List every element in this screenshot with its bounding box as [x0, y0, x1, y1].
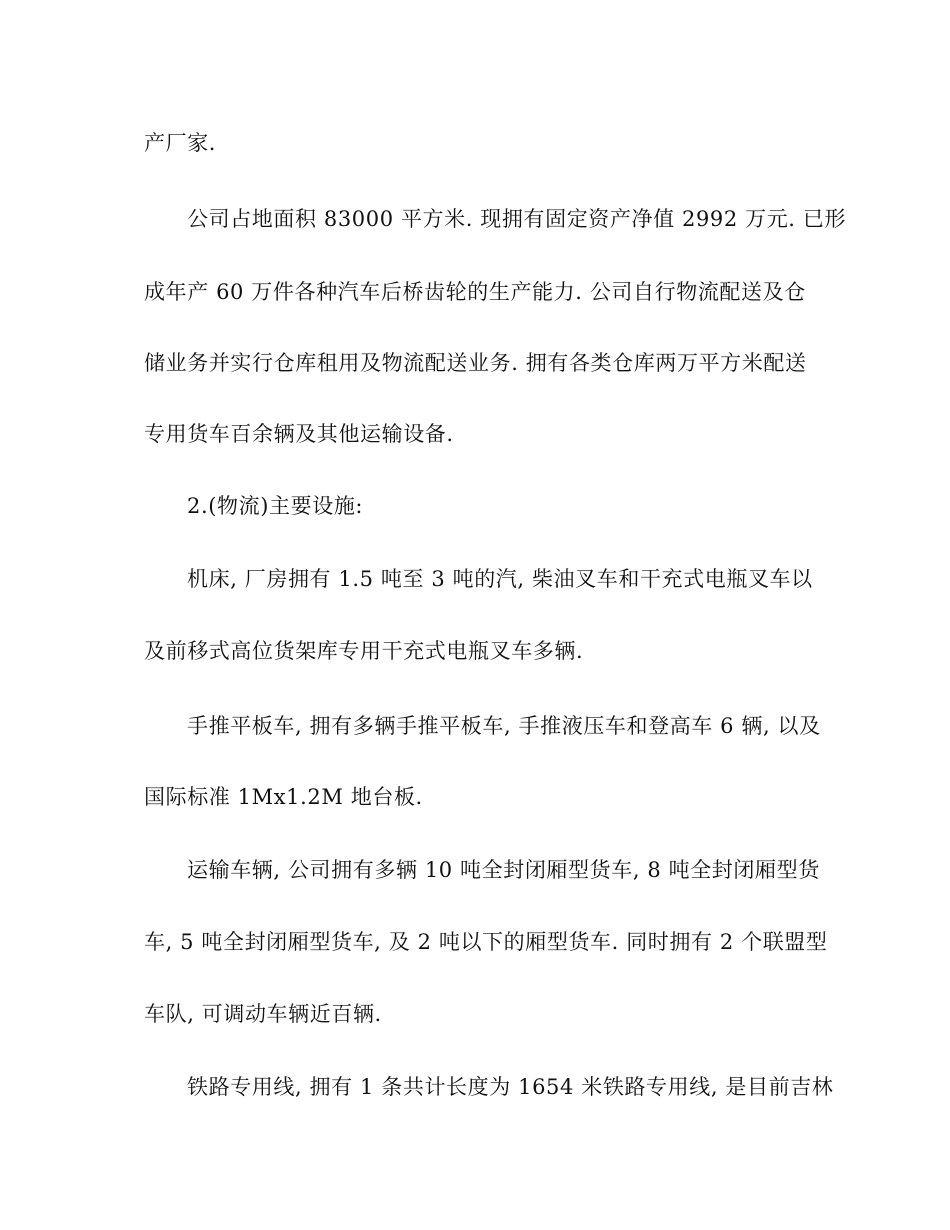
text-line: 成年产 60 万件各种汽车后桥齿轮的生产能力. 公司自行物流配送及仓	[144, 280, 806, 304]
text-line: 国际标准 1Mx1.2M 地台板.	[144, 785, 423, 809]
text-line: 运输车辆, 公司拥有多辆 10 吨全封闭厢型货车, 8 吨全封闭厢型货	[187, 858, 820, 882]
text-line: 专用货车百余辆及其他运输设备.	[144, 422, 454, 446]
text-line: 机床, 厂房拥有 1.5 吨至 3 吨的汽, 柴油叉车和干充式电瓶叉车以	[187, 567, 813, 591]
text-line: 铁路专用线, 拥有 1 条共计长度为 1654 米铁路专用线, 是目前吉林	[187, 1075, 834, 1099]
text-line: 及前移式高位货架库专用干充式电瓶叉车多辆.	[144, 639, 584, 663]
text-line: 车队, 可调动车辆近百辆.	[144, 1002, 382, 1026]
text-line: 储业务并实行仓库租用及物流配送业务. 拥有各类仓库两万平方米配送	[144, 351, 807, 375]
text-line: 公司占地面积 83000 平方米. 现拥有固定资产净值 2992 万元. 已形	[187, 207, 847, 231]
text-line: 手推平板车, 拥有多辆手推平板车, 手推液压车和登高车 6 辆, 以及	[187, 714, 821, 738]
text-line: 产厂家.	[144, 131, 217, 155]
text-line: 车, 5 吨全封闭厢型货车, 及 2 吨以下的厢型货车. 同时拥有 2 个联盟型	[144, 930, 828, 954]
text-line: 2.(物流)主要设施:	[187, 494, 364, 518]
